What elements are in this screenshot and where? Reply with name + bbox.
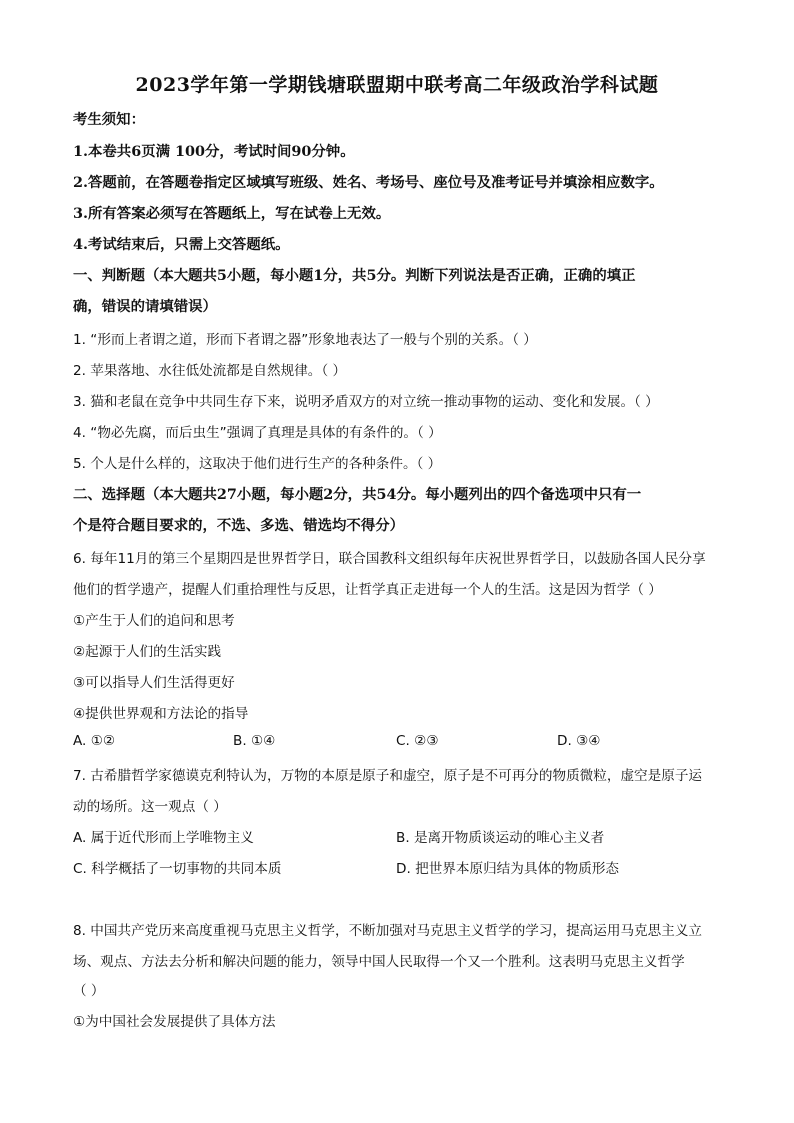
q8-stem-cont: 场、观点、方法去分析和解决问题的能力，领导中国人民取得一个又一个胜利。这表明马克思主义哲学 [73, 954, 685, 970]
q7-stem-cont: 动的场所。这一观点（ ） [73, 799, 227, 815]
q6-option-c: C. ②③ [396, 733, 439, 749]
q6-stem: 6. 每年11月的第三个星期四是世界哲学日，联合国教科文组织每年庆祝世界哲学日，以鼓励各国人民分享 [73, 551, 706, 567]
notice-item: 4.考试结束后，只需上交答题纸。 [73, 236, 290, 253]
q6-item: ③可以指导人们生活得更好 [73, 675, 235, 691]
q6-stem-cont: 他们的哲学遗产，提醒人们重拾理性与反思，让哲学真正走进每一个人的生活。这是因为哲学（ ） [73, 582, 662, 598]
q8-item: ①为中国社会发展提供了具体方法 [73, 1014, 276, 1030]
q6-item: ①产生于人们的追问和思考 [73, 613, 235, 629]
judge-question: 2. 苹果落地、水往低处流都是自然规律。（ ） [73, 363, 347, 379]
section1-heading: 一、判断题（本大题共5小题，每小题1分，共5分。判断下列说法是否正确，正确的填正 [73, 267, 636, 284]
q6-option-a: A. ①② [73, 733, 116, 749]
judge-question: 3. 猫和老鼠在竞争中共同生存下来，说明矛盾双方的对立统一推动事物的运动、变化和发展。（ ） [73, 394, 659, 410]
notice-item: 3.所有答案必须写在答题纸上，写在试卷上无效。 [73, 205, 391, 222]
q6-option-d: D. ③④ [557, 733, 601, 749]
notice-item: 1.本卷共6页满 100分，考试时间90分钟。 [73, 143, 355, 160]
judge-question: 4. “物必先腐，而后虫生”强调了真理是具体的有条件的。（ ） [73, 425, 442, 441]
q8-stem: 8. 中国共产党历来高度重视马克思主义哲学，不断加强对马克思主义哲学的学习，提高运用马克思主义立 [73, 923, 703, 939]
notice-item: 2.答题前，在答题卷指定区域填写班级、姓名、考场号、座位号及准考证号并填涂相应数字。 [73, 174, 664, 191]
q7-stem: 7. 古希腊哲学家德谟克利特认为，万物的本原是原子和虚空，原子是不可再分的物质微粒，虚空是原子运 [73, 768, 703, 784]
q6-item: ④提供世界观和方法论的指导 [73, 706, 249, 722]
section2-heading: 二、选择题（本大题共27小题，每小题2分，共54分。每小题列出的四个备选项中只有一 [73, 486, 642, 503]
judge-question: 1. “形而上者谓之道，形而下者谓之器”形象地表达了一般与个别的关系。（ ） [73, 332, 537, 348]
q6-item: ②起源于人们的生活实践 [73, 644, 222, 660]
section1-heading-cont: 确，错误的请填错误） [73, 298, 217, 315]
judge-question: 5. 个人是什么样的，这取决于他们进行生产的各种条件。（ ） [73, 456, 442, 472]
q6-option-b: B. ①④ [233, 733, 276, 749]
q8-stem-blank: （ ） [73, 983, 105, 999]
section2-heading-cont: 个是符合题目要求的，不选、多选、错选均不得分） [73, 517, 404, 534]
page-title: 2023学年第一学期钱塘联盟期中联考高二年级政治学科试题 [135, 74, 659, 96]
q7-option-c: C. 科学概括了一切事物的共同本质 [73, 861, 282, 877]
notice-heading: 考生须知： [73, 111, 145, 128]
q7-option-d: D. 把世界本原归结为具体的物质形态 [396, 861, 620, 877]
q7-option-b: B. 是离开物质谈运动的唯心主义者 [396, 830, 605, 846]
q7-option-a: A. 属于近代形而上学唯物主义 [73, 830, 254, 846]
